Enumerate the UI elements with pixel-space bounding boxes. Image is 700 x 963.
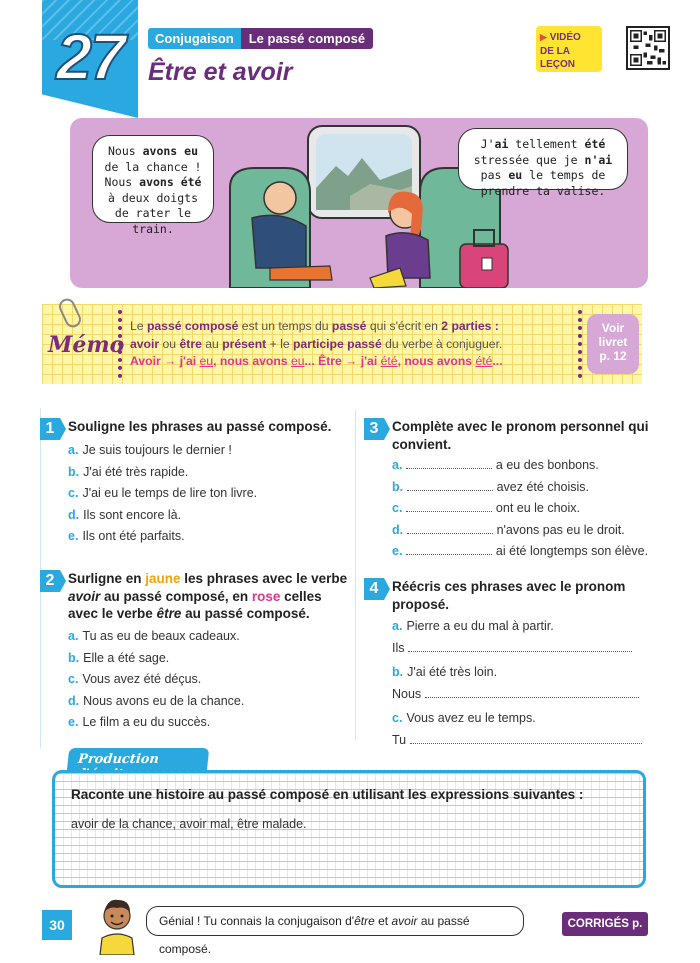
production-question: Raconte une histoire au passé composé en utilisant les expressions suivantes : [71,787,584,802]
exercise-2 [40,570,352,740]
exercise-number: 1 [40,418,60,440]
list-item[interactable]: a. Tu as eu de beaux cadeaux. [68,629,240,643]
exercise-number: 3 [364,418,384,440]
list-item[interactable]: e. Ils ont été parfaits. [68,529,185,543]
lesson-number: 27 [56,21,124,93]
video-label-1: VIDÉO [549,32,581,43]
exercise-1 [40,418,350,558]
blank-field[interactable] [407,490,493,491]
video-label-2: DE LA LEÇON [540,45,575,70]
list-item[interactable]: a. a eu des bonbons. [392,458,599,472]
list-item[interactable]: a. Je suis toujours le dernier ! [68,443,232,457]
list-item[interactable]: b. J'ai été très rapide. [68,464,189,479]
exercise-question: Souligne les phrases au passé composé. [68,419,332,434]
answer-line[interactable]: Nous [392,684,648,706]
comic-illustration [70,118,648,288]
blank-field[interactable] [407,533,493,534]
exercise-question: Complète avec le pronom personnel qui convient. [392,419,649,452]
exercise-number: 4 [364,578,384,600]
lesson-title: Être et avoir [148,58,293,86]
footer-speech-bubble: Génial ! Tu connais la conjugaison d'être et avoir au passé composé. [146,906,524,936]
exercise-items [392,455,648,563]
memo-divider-right [578,310,582,378]
subcategory-tag: Le passé composé [241,28,373,49]
blank-field[interactable] [406,468,492,469]
livret-reference: Voir livret p. 12 [587,314,639,374]
list-item[interactable]: b. avez été choisis. [392,479,590,494]
list-item: a. Pierre a eu du mal à partir. [392,619,554,633]
list-item[interactable]: d. n'avons pas eu le droit. [392,522,625,537]
speech-bubble-girl: J'ai tellement été stressée que je n'ai pas eu le temps de prendre ta valise. [458,128,628,190]
production-expressions: avoir de la chance, avoir mal, être malade. [71,817,307,831]
page-number: 30 [42,910,72,940]
exercise-items [68,440,257,548]
blank-field[interactable] [410,743,642,744]
play-icon: ▶ [540,32,547,42]
list-item[interactable]: c. Vous avez été déçus. [68,672,202,686]
blank-field[interactable] [406,511,492,512]
list-item[interactable]: c. J'ai eu le temps de lire ton livre. [68,486,258,500]
exercise-items [68,626,244,734]
exercise-question: Surligne en jaune les phrases avec le verbe avoir au passé composé, en rose celles avec le verbe être au passé composé. [68,571,348,622]
list-item[interactable]: d. Nous avons eu de la chance. [68,693,245,708]
list-item[interactable]: c. ont eu le choix. [392,501,581,515]
memo-divider [118,310,122,378]
answer-line[interactable]: Ils [392,638,648,660]
qr-code-icon[interactable] [626,26,670,70]
list-item[interactable]: e. ai été longtemps son élève. [392,544,649,558]
exercise-items [392,616,648,751]
exercise-4 [364,578,654,747]
list-item[interactable]: b. Elle a été sage. [68,650,170,665]
list-item: b. J'ai été très loin. [392,665,498,679]
boy-mascot-icon [92,896,142,955]
exercise-question: Réécris ces phrases avec le pronom proposé. [392,579,626,612]
writing-area[interactable] [52,770,646,888]
production-tab: Production [67,748,210,772]
list-item[interactable]: d. Ils sont encore là. [68,507,182,522]
corriges-link[interactable]: CORRIGÉS p. IV [562,912,648,936]
video-lesson-button[interactable] [536,26,602,72]
exercise-number: 2 [40,570,60,592]
speech-bubble-boy: Nous avons eu de la chance ! Nous avons été à deux doigts de rater le train. [92,135,214,223]
answer-line[interactable]: Tu [392,730,648,752]
lesson-tags [148,28,373,49]
blank-field[interactable] [406,554,492,555]
category-tag: Conjugaison [148,28,241,49]
list-item[interactable]: e. Le film a eu du succès. [68,715,211,729]
blank-field[interactable] [425,697,639,698]
memo-box [42,304,694,384]
column-divider [355,410,356,740]
memo-label: Mémo [48,332,125,358]
memo-text: Le passé composé est un temps du passé qui s'écrit en 2 parties : avoir ou être au présent + le participe passé du verbe à conjuguer. Avoir → j'ai eu, nous avons eu... Être → j'ai été, nous avons été... [130,319,503,369]
list-item: c. Vous avez eu le temps. [392,711,536,725]
exercise-3 [364,418,664,566]
blank-field[interactable] [408,651,632,652]
